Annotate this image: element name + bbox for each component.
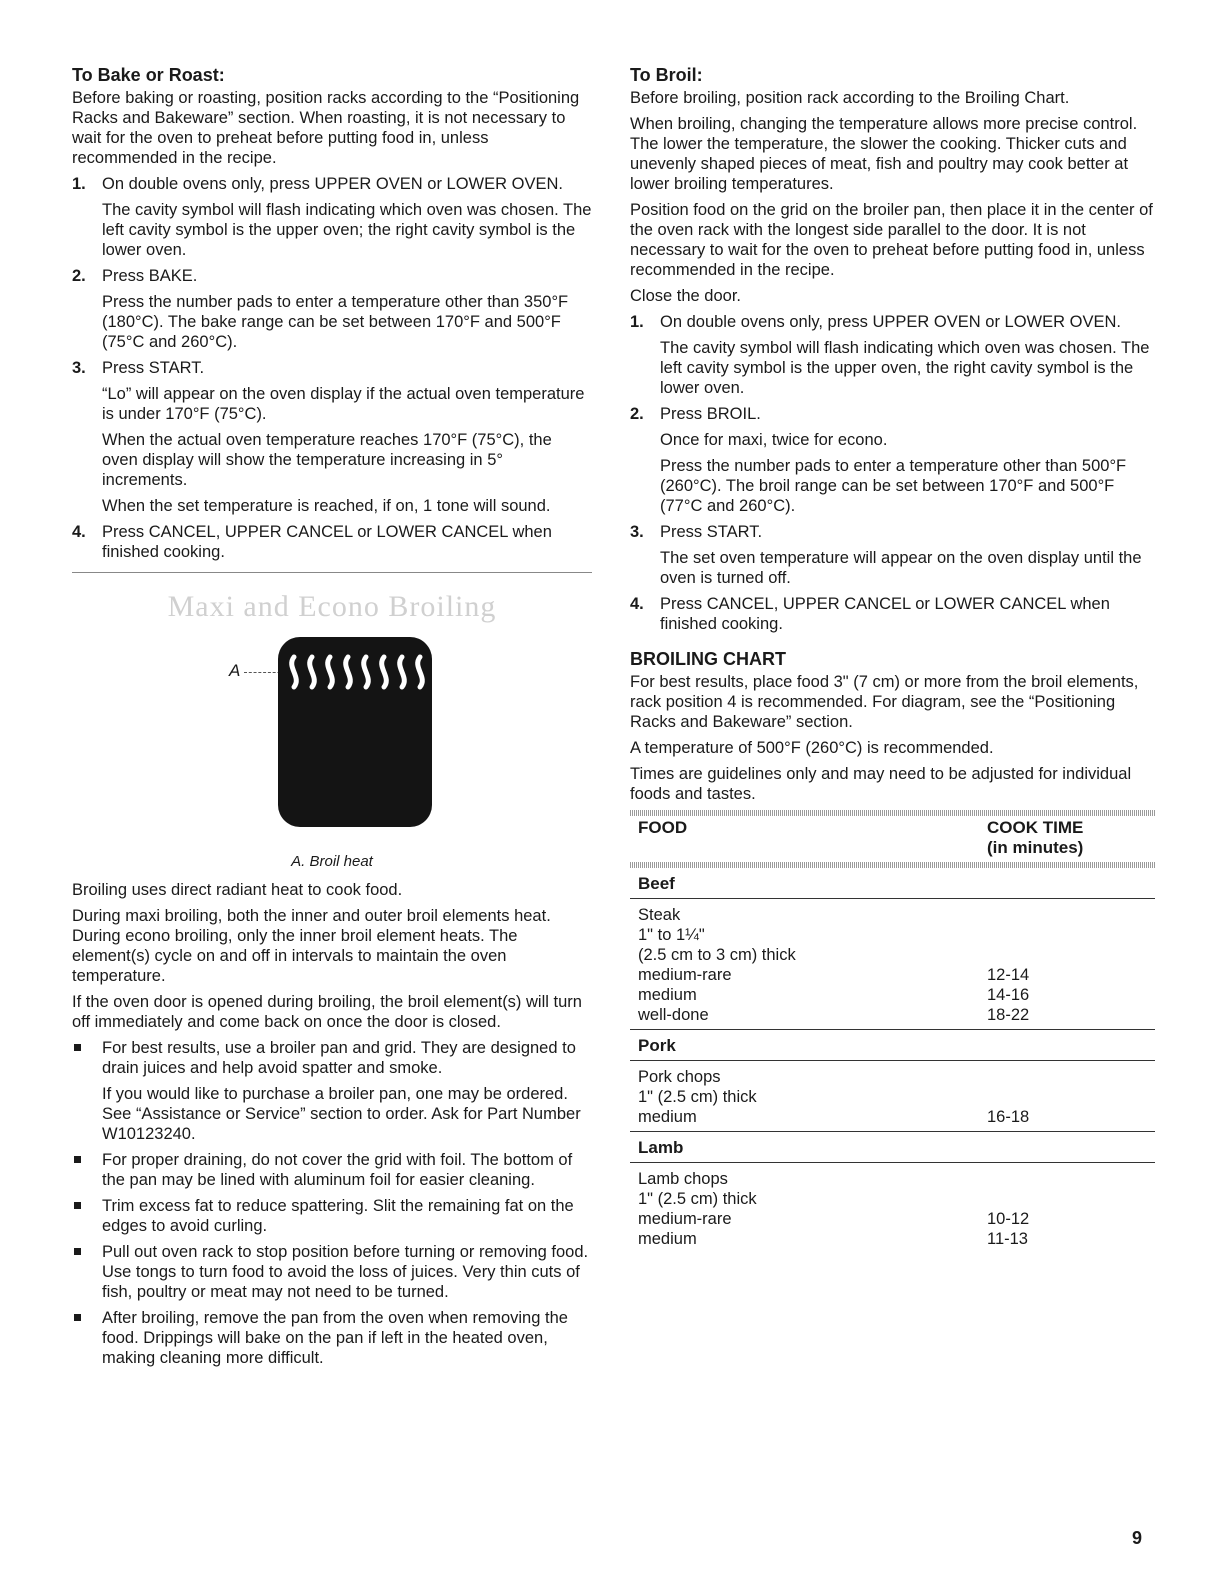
step-text: Press START. [660,523,763,541]
chart-time-cell: 10-12 [987,1210,1030,1228]
chart-time-cell: 16-18 [987,1108,1030,1126]
chart-time-cell [987,1067,1147,1087]
chart-row [638,905,1147,925]
chart-time-cell: 14-16 [987,986,1030,1004]
chart-time-cell [987,1169,1147,1189]
maxi-bullets [72,1038,592,1368]
chart-time-cell: 18-22 [987,1006,1030,1024]
chart-time-cell [987,1189,1147,1209]
bullet-item [72,1038,592,1144]
bullet-text: Pull out oven rack to stop position before turning or removing food. Use tongs to turn food to avoid the loss of juices. Very thin cuts of fish, poultry or meat may not need to be turned. [102,1243,589,1301]
chart-time-cell [987,905,1147,925]
chart-time-cell [987,925,1147,945]
chart-row [638,1005,1147,1025]
chart-time-cell: 11-13 [987,1230,1028,1248]
broil-step [630,312,1155,398]
step-text: “Lo” will appear on the oven display if the actual oven temperature is under 170°F (75°C). [102,385,585,423]
step-number: 1. [630,313,644,331]
col-header-cook-time [987,818,1147,858]
chart-food-cell: medium [638,1230,697,1248]
bullet-item [72,1242,592,1302]
figure-label-a: A [229,661,241,680]
bullet-text: For best results, use a broiler pan and grid. They are designed to drain juices and help avoid spatter and smoke. [102,1039,576,1077]
broil-element-illustration [72,629,592,849]
col-header-food: FOOD [638,818,688,837]
chart-food-cell: 1" (2.5 cm) thick [638,1088,757,1106]
bullet-marker [74,1202,81,1209]
bullet-marker [74,1156,81,1163]
broiling-chart-title: BROILING CHART [630,649,786,669]
bullet-text: If you would like to purchase a broiler pan, one may be ordered. See “Assistance or Service” section to order. Ask for Part Number W10123240. [102,1085,581,1143]
chart-paragraph: Times are guidelines only and may need to be adjusted for individual foods and tastes. [630,765,1132,803]
step-text: The cavity symbol will flash indicating which oven was chosen. The left cavity symbol is the upper oven, the right cavity symbol is the lower oven. [660,339,1150,397]
chart-row [638,1067,1147,1087]
step-number: 3. [630,523,644,541]
col-header-cook-time-line1: COOK TIME [987,818,1084,837]
chart-food-cell: 1" to 1¼" [638,926,705,944]
chart-food-cell: Steak [638,906,681,924]
chart-food-cell: 1" (2.5 cm) thick [638,1190,757,1208]
bake-title: To Bake or Roast: [72,65,225,85]
chart-row [638,1087,1147,1107]
chart-food-cell: (2.5 cm to 3 cm) thick [638,946,796,964]
broil-step [630,522,1155,588]
chart-row [638,1229,1147,1249]
broil-steps [630,312,1155,634]
chart-time-cell [987,945,1147,965]
broil-step [630,594,1155,634]
chart-row [638,1209,1147,1229]
step-number: 1. [72,175,86,193]
bullet-marker [74,1044,81,1051]
chart-food-cell: medium [638,1108,697,1126]
chart-group-body [630,1163,1155,1253]
chart-group-beef: Beef [630,868,1155,899]
chart-food-cell: medium [638,986,697,1004]
chart-group-lamb: Lamb [630,1132,1155,1163]
bullet-marker [74,1248,81,1255]
broil-heat-figure [72,629,592,849]
page-number: 9 [1132,1528,1143,1548]
bake-step [72,266,592,352]
step-text: Press BROIL. [660,405,761,423]
chart-row [638,985,1147,1005]
chart-food-cell: Lamb chops [638,1170,728,1188]
step-text: When the actual oven temperature reaches 170°F (75°C), the oven display will show the temperature increasing in 5° increments. [102,431,552,489]
broil-paragraph: Close the door. [630,287,741,305]
chart-header [630,816,1155,862]
step-number: 4. [72,523,86,541]
bullet-item [72,1150,592,1190]
chart-time-cell [987,1087,1147,1107]
section-divider [72,572,592,573]
step-text: The set oven temperature will appear on the oven display until the oven is turned off. [660,549,1142,587]
step-text: On double ovens only, press UPPER OVEN or LOWER OVEN. [102,175,563,193]
step-number: 4. [630,595,644,613]
bullet-text: Trim excess fat to reduce spattering. Slit the remaining fat on the edges to avoid curling. [102,1197,574,1235]
step-text: Press CANCEL, UPPER CANCEL or LOWER CANCEL when finished cooking. [660,595,1110,633]
chart-row [638,1107,1147,1127]
step-text: Press START. [102,359,205,377]
chart-food-cell: well-done [638,1006,709,1024]
chart-row [638,1189,1147,1209]
chart-paragraph: A temperature of 500°F (260°C) is recommended. [630,739,994,757]
chart-paragraphs [630,672,1155,804]
broil-paragraph: When broiling, changing the temperature allows more precise control. The lower the temperature, the slower the cooking. Thicker cuts and unevenly shaped pieces of meat, fish and poultry may cook better at lower broiling temperatures. [630,115,1138,193]
step-number: 2. [72,267,86,285]
step-number: 3. [72,359,86,377]
chart-group-body [630,899,1155,1030]
maxi-paragraph: Broiling uses direct radiant heat to cook food. [72,881,403,899]
chart-group-body [630,1061,1155,1132]
broil-step [630,404,1155,516]
chart-row [638,1169,1147,1189]
chart-row [638,945,1147,965]
step-text: The cavity symbol will flash indicating which oven was chosen. The left cavity symbol is the upper oven; the right cavity symbol is the lower oven. [102,201,592,259]
bake-intro: Before baking or roasting, position racks according to the “Positioning Racks and Bakeware” section. When roasting, it is not necessary to wait for the oven to preheat before putting food in, unless recommended in the recipe. [72,89,580,167]
right-column [630,64,1155,1253]
maxi-econo-heading: Maxi and Econo Broiling [167,590,497,623]
step-text: Once for maxi, twice for econo. [660,431,888,449]
broil-paragraph: Before broiling, position rack according to the Broiling Chart. [630,89,1070,107]
chart-food-cell: Pork chops [638,1068,721,1086]
figure-caption: A. Broil heat [291,853,373,870]
maxi-paragraph: During maxi broiling, both the inner and outer broil elements heat. During econo broiling, only the inner broil element heats. The element(s) cycle on and off in intervals to maintain the oven temperature. [72,907,551,985]
bake-step [72,174,592,260]
broil-title: To Broil: [630,65,703,85]
bullet-item [72,1308,592,1368]
step-text: On double ovens only, press UPPER OVEN or LOWER OVEN. [660,313,1121,331]
step-text: Press the number pads to enter a temperature other than 350°F (180°C). The bake range can be set between 170°F and 500°F (75°C and 260°C). [102,293,569,351]
maxi-paragraph: If the oven door is opened during broiling, the broil element(s) will turn off immediately and come back on once the door is closed. [72,993,582,1031]
chart-row [638,925,1147,945]
step-text: Press BAKE. [102,267,198,285]
broil-paragraph: Position food on the grid on the broiler pan, then place it in the center of the oven rack with the longest side parallel to the door. It is not necessary to wait for the oven to preheat before putting food in, unless recommended in the recipe. [630,201,1153,279]
bake-steps [72,174,592,562]
bullet-text: After broiling, remove the pan from the oven when removing the food. Drippings will bake on the pan if left in the heated oven, making cleaning more difficult. [102,1309,568,1367]
chart-group-pork: Pork [630,1030,1155,1061]
oven-cavity-shape [278,637,432,827]
bullet-marker [74,1314,81,1321]
col-header-cook-time-line2: (in minutes) [987,838,1084,857]
bullet-text: For proper draining, do not cover the grid with foil. The bottom of the pan may be lined with aluminum foil for easier cleaning. [102,1151,573,1189]
chart-paragraph: For best results, place food 3" (7 cm) or more from the broil elements, rack position 4 is recommended. For diagram, see the “Positioning Racks and Bakeware” section. [630,673,1139,731]
bake-step [72,522,592,562]
step-text: Press CANCEL, UPPER CANCEL or LOWER CANCEL when finished cooking. [102,523,552,561]
maxi-paragraphs [72,880,592,1032]
step-text: When the set temperature is reached, if on, 1 tone will sound. [102,497,551,515]
left-column [72,64,592,1374]
broil-paragraphs [630,88,1155,306]
chart-food-cell: medium-rare [638,1210,732,1228]
broiling-chart-table [630,868,1155,1253]
step-number: 2. [630,405,644,423]
chart-row [638,965,1147,985]
chart-food-cell: medium-rare [638,966,732,984]
bake-step [72,358,592,516]
bullet-item [72,1196,592,1236]
step-text: Press the number pads to enter a temperature other than 500°F (260°C). The broil range can be set between 170°F and 500°F (77°C and 260°C). [660,457,1127,515]
chart-time-cell: 12-14 [987,966,1030,984]
